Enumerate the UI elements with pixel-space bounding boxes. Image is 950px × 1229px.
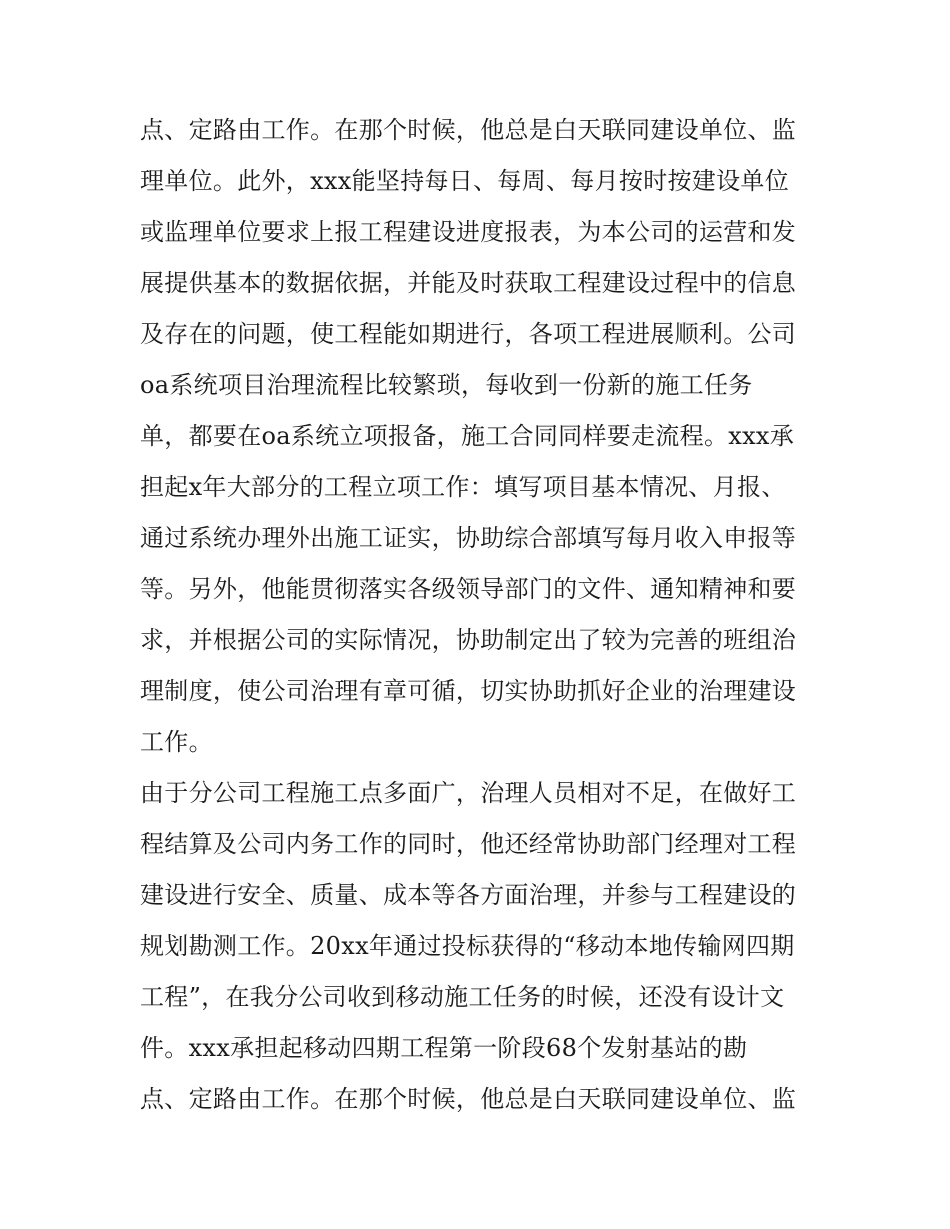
text-line: 及存在的问题，使工程能如期进行，各项工程进展顺利。公司 [140, 320, 797, 348]
text-line: 等。另外，他能贯彻落实各级领导部门的文件、通知精神和要 [140, 575, 797, 603]
text-line: 通过系统办理外出施工证实，协助综合部填写每月收入申报等 [140, 524, 797, 552]
text-line: 求，并根据公司的实际情况，协助制定出了较为完善的班组治 [140, 626, 797, 654]
text-line: oa系统项目治理流程比较繁琐，每收到一份新的施工任务 [140, 371, 753, 399]
text-line: 担起x年大部分的工程立项工作：填写项目基本情况、月报、 [140, 473, 786, 501]
text-line: 单，都要在oa系统立项报备，施工合同同样要走流程。xxx承 [140, 422, 795, 450]
text-line: 工程”，在我分公司收到移动施工任务的时候，还没有设计文 [140, 983, 785, 1011]
text-line: 由于分公司工程施工点多面广，治理人员相对不足，在做好工 [140, 779, 797, 807]
text-line: 点、定路由工作。在那个时候，他总是白天联同建设单位、监 [140, 1085, 797, 1113]
text-line: 理制度，使公司治理有章可循，切实协助抓好企业的治理建设 [140, 677, 797, 705]
text-line: 件。xxx承担起移动四期工程第一阶段68个发射基站的勘 [140, 1034, 748, 1062]
text-line: 理单位。此外，xxx能坚持每日、每周、每月按时按建设单位 [140, 167, 790, 195]
text-line: 点、定路由工作。在那个时候，他总是白天联同建设单位、监 [140, 116, 797, 144]
text-line: 建设进行安全、质量、成本等各方面治理，并参与工程建设的 [140, 881, 797, 909]
text-line: 或监理单位要求上报工程建设进度报表，为本公司的运营和发 [140, 218, 797, 246]
text-line: 工作。 [140, 728, 213, 756]
text-line: 规划勘测工作。20xx年通过投标获得的“移动本地传输网四期 [140, 932, 795, 960]
text-line: 程结算及公司内务工作的同时，他还经常协助部门经理对工程 [140, 830, 797, 858]
text-line: 展提供基本的数据依据，并能及时获取工程建设过程中的信息 [140, 269, 797, 297]
